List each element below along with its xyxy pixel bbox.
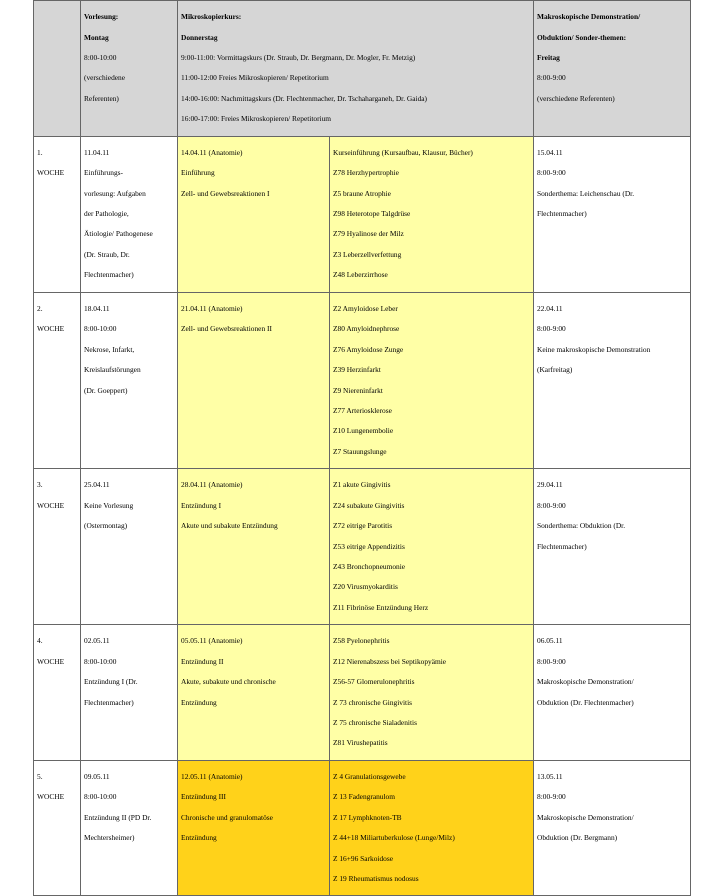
week-label [34,625,81,761]
cell-line: Keine makroskopische Demonstration [537,344,651,354]
cell-line: Z81 Virushepatitis [333,738,388,748]
cell-line: 13.05.11 [537,772,563,782]
cell-line: 21.04.11 (Anatomie) [181,303,243,313]
cell-line: (Dr. Goeppert) [84,385,128,395]
donnerstag-cell [178,469,330,625]
week-row-4 [34,625,691,761]
cell-line: 25.04.11 [84,480,110,490]
praeparate-cell [330,469,534,625]
cell-line: Z 4 Granulationsgewebe [333,772,406,782]
cell-line: Flechtenmacher) [537,541,587,551]
cell-line: Z2 Amyloidose Leber [333,303,398,313]
freitag-cell [534,292,691,468]
cell-line: (Karfreitag) [537,365,573,375]
week-row-5 [34,760,691,896]
cell-line: Flechtenmacher) [84,270,134,280]
week-word: WOCHE [37,324,65,334]
cell-line: Z1 akute Gingivitis [333,480,391,490]
cell-line: (Dr. Straub, Dr. [84,249,130,259]
cell-line: vorlesung: Aufgaben [84,188,146,198]
cell-line: Entzündung II (PD Dr. [84,812,152,822]
cell-line: Einführung [181,168,215,178]
cell-line: Makroskopische Demonstration/ [537,677,634,687]
schedule-table [33,0,691,896]
header-vorlesung [81,1,178,137]
week-word: WOCHE [37,792,65,802]
header-line: Makroskopische Demonstration/ [537,12,641,22]
week-row-2 [34,292,691,468]
cell-line: 11.04.11 [84,147,110,157]
freitag-cell [534,136,691,292]
header-line: Montag [84,32,109,42]
week-row-1 [34,136,691,292]
cell-line: Kreislaufstörungen [84,365,141,375]
header-line: Donnerstag [181,32,218,42]
cell-line: Z 16+96 Sarkoidose [333,853,394,863]
cell-line: 8:00-9:00 [537,656,566,666]
week-label [34,760,81,896]
cell-line: Z78 Herzhypertrophie [333,168,399,178]
cell-line: Z24 subakute Gingivitis [333,500,405,510]
header-line: 8:00-9:00 [537,73,566,83]
cell-line: Entzündung II [181,656,224,666]
header-line: 11:00-12:00 Freies Mikroskopieren/ Repetitorium [181,73,329,83]
cell-line: 18.04.11 [84,303,110,313]
cell-line: Z 44+18 Miliartuberkulose (Lunge/Milz) [333,833,455,843]
cell-line: Z43 Bronchopneumonie [333,561,406,571]
cell-line: Z77 Arteriosklerose [333,405,392,415]
cell-line: Akute und subakute Entzündung [181,521,278,531]
donnerstag-cell [178,760,330,896]
week-number: 2. [37,303,43,313]
cell-line: Obduktion (Dr. Flechtenmacher) [537,697,634,707]
cell-line: Z7 Stauungslunge [333,446,387,456]
cell-line: 28.04.11 (Anatomie) [181,480,243,490]
praeparate-cell [330,760,534,896]
cell-line: Entzündung [181,697,217,707]
cell-line: Nekrose, Infarkt, [84,344,135,354]
cell-line: 8:00-9:00 [537,168,566,178]
week-number: 5. [37,772,43,782]
week-word: WOCHE [37,168,65,178]
week-label [34,136,81,292]
cell-line: 15.04.11 [537,147,563,157]
header-line: 14:00-16:00: Nachmittagskurs (Dr. Flechtenmacher, Dr. Tschaharganeh, Dr. Gaida) [181,93,428,103]
week-row-3 [34,469,691,625]
cell-line: 29.04.11 [537,480,563,490]
praeparate-cell [330,136,534,292]
header-line: Obduktion/ Sonder-themen: [537,32,627,42]
header-line: Freitag [537,53,560,63]
freitag-cell [534,469,691,625]
cell-line: Entzündung III [181,792,226,802]
header-line: 8:00-10:00 [84,53,117,63]
cell-line: Z12 Nierenabszess bei Septikopyämie [333,656,447,666]
header-line: 16:00-17:00: Freies Mikroskopieren/ Repetitorium [181,114,332,124]
cell-line: Z5 braune Atrophie [333,188,391,198]
cell-line: Akute, subakute und chronische [181,677,276,687]
week-word: WOCHE [37,500,65,510]
cell-line: Z 19 Rheumatismus nodosus [333,874,419,884]
header-line: 9:00-11:00: Vormittagskurs (Dr. Straub, Dr. Bergmann, Dr. Mogler, Fr. Metzig) [181,53,416,63]
cell-line: Z 73 chronische Gingivitis [333,697,413,707]
cell-line: 8:00-10:00 [84,324,117,334]
header-mikroskopierkurs [178,1,534,137]
cell-line: (Ostermontag) [84,521,128,531]
week-number: 1. [37,147,43,157]
cell-line: Keine Vorlesung [84,500,134,510]
header-makroskopie [534,1,691,137]
cell-line: Entzündung I (Dr. [84,677,138,687]
cell-line: Z98 Heterotope Talgdrüse [333,209,411,219]
montag-cell [81,760,178,896]
cell-line: 8:00-9:00 [537,792,566,802]
cell-line: 12.05.11 (Anatomie) [181,772,243,782]
freitag-cell [534,760,691,896]
cell-line: Z48 Leberzirrhose [333,270,388,280]
header-line: Mikroskopierkurs: [181,12,242,22]
cell-line: 8:00-9:00 [537,324,566,334]
cell-line: Z3 Leberzellverfettung [333,249,402,259]
header-line: (verschiedene [84,73,126,83]
cell-line: 05.05.11 (Anatomie) [181,636,243,646]
cell-line: Sonderthema: Obduktion (Dr. [537,521,626,531]
cell-line: Obduktion (Dr. Bergmann) [537,833,618,843]
cell-line: Z 75 chronische Sialadenitis [333,718,417,728]
cell-line: Z20 Virusmyokarditis [333,582,398,592]
cell-line: Z58 Pyelonephritis [333,636,390,646]
week-label [34,469,81,625]
week-number: 3. [37,480,43,490]
cell-line: 02.05.11 [84,636,110,646]
cell-line: Mechtersheimer) [84,833,135,843]
cell-line: Z76 Amyloidose Zunge [333,344,404,354]
header-corner-cell [34,1,81,137]
header-line: Referenten) [84,93,119,103]
donnerstag-cell [178,136,330,292]
praeparate-cell [330,625,534,761]
cell-line: Z72 eitrige Parotitis [333,521,393,531]
week-number: 4. [37,636,43,646]
cell-line: 8:00-10:00 [84,792,117,802]
cell-line: 14.04.11 (Anatomie) [181,147,243,157]
praeparate-cell [330,292,534,468]
cell-line: Z10 Lungenembolie [333,426,394,436]
freitag-cell [534,625,691,761]
cell-line: Kurseinführung (Kursaufbau, Klausur, Bücher) [333,147,473,157]
week-label [34,292,81,468]
cell-line: der Pathologie, [84,209,129,219]
cell-line: Zell- und Gewebsreaktionen I [181,188,270,198]
cell-line: 8:00-9:00 [537,500,566,510]
cell-line: 09.05.11 [84,772,110,782]
cell-line: Zell- und Gewebsreaktionen II [181,324,272,334]
donnerstag-cell [178,625,330,761]
cell-line: Z 17 Lymphknoten-TB [333,812,402,822]
cell-line: Z39 Herzinfarkt [333,365,381,375]
cell-line: Sonderthema: Leichenschau (Dr. [537,188,635,198]
cell-line: 22.04.11 [537,303,563,313]
cell-line: Chronische und granulomatöse [181,812,273,822]
cell-line: Flechtenmacher) [537,209,587,219]
cell-line: Ätiologie/ Pathogenese [84,229,153,239]
week-word: WOCHE [37,656,65,666]
cell-line: 06.05.11 [537,636,563,646]
cell-line: 8:00-10:00 [84,656,117,666]
header-line: (verschiedene Referenten) [537,93,615,103]
montag-cell [81,469,178,625]
cell-line: Z53 eitrige Appendizitis [333,541,405,551]
cell-line: Einführungs- [84,168,123,178]
cell-line: Entzündung I [181,500,222,510]
montag-cell [81,292,178,468]
cell-line: Entzündung [181,833,217,843]
cell-line: Flechtenmacher) [84,697,134,707]
cell-line: Z9 Niereninfarkt [333,385,383,395]
header-row [34,1,691,137]
cell-line: Z56-57 Glomerulonephritis [333,677,415,687]
cell-line: Makroskopische Demonstration/ [537,812,634,822]
cell-line: Z80 Amyloidnephrose [333,324,400,334]
montag-cell [81,136,178,292]
montag-cell [81,625,178,761]
cell-line: Z 13 Fadengranulom [333,792,395,802]
donnerstag-cell [178,292,330,468]
cell-line: Z79 Hyalinose der Milz [333,229,404,239]
cell-line: Z11 Fibrinöse Entzündung Herz [333,602,429,612]
header-line: Vorlesung: [84,12,119,22]
